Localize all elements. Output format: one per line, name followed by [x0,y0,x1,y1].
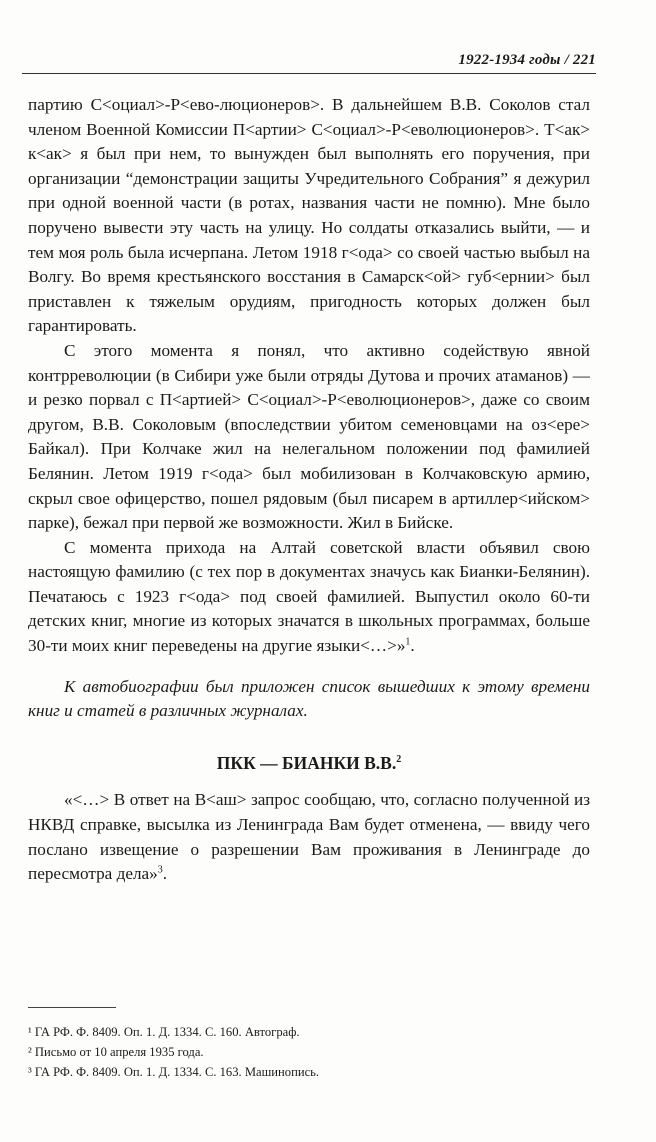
main-text [28,93,590,887]
footnote-1: ¹ ГА РФ. Ф. 8409. Оп. 1. Д. 1334. С. 160. Автограф. [28,1025,300,1039]
footnote-ref-3: 3 [157,864,163,876]
paragraph-continuation: партию С<оциал>-Р<ево-люционеров>. В дальнейшем В.В. Соколов стал членом Военной Комиссии П<артии> С<оциал>-Р<еволюционеров>. Т<ак> к<ак> я был при нем, то вынужден был выполнять его поручения, при организации “демонстрации защиты Учредительного Собрания” я дежурил при одной военной части (в ротах, названия части не помню). Мне было поручено вывести эту часть на улицу. Но солдаты отказались выйти, — и тем моя роль была исчерпана. Летом 1918 г<ода> со своей частью выбыл на Волгу. Во время крестьянского восстания в Самарск<ой> губ<ернии> был приставлен к тяжелым орудиям, пригодность которых должен был гарантировать. [28,95,590,336]
footnote-ref-1: 1 [405,636,411,648]
section-heading: ПКК — БИАНКИ В.В.$^2$ [216,752,402,773]
footnote-3: ³ ГА РФ. Ф. 8409. Оп. 1. Д. 1334. С. 163. Машинопись. [28,1065,320,1079]
paragraph-soviet-power: С момента прихода на Алтай советской власти объявил свою настоящую фамилию (с тех пор в документах значусь как Бианки-Белянин). Печатаюсь с 1923 г<ода> под своей фамилией. Выпустил около 60-ти детских книг, многие из которых значатся в школьных программах, больше 30-ти моих книг переведены на другие языки<…>»$^1$. [28,537,590,656]
footnote-rule [28,1007,116,1008]
footnote-2: ² Письмо от 10 апреля 1935 года. [28,1045,204,1059]
footnotes [28,1022,588,1082]
header-rule [22,73,596,74]
footnote-ref-2: 2 [396,754,402,766]
section-paragraph: «<…> В ответ на В<аш> запрос сообщаю, что, согласно полученной из НКВД справке, высылка из Ленинграда Вам будет отменена, — ввиду чего послано извещение о разрешении Вам проживания в Ленинграде до пересмотра дела»$^3$. [28,790,590,884]
paragraph-break-with-sr: С этого момента я понял, что активно содействую явной контрреволюции (в Сибири уже были отряды Дутова и прочих атаманов) — и резко порвал с П<артией> С<оциал>-Р<еволюционеров>, даже со своим другом, В.В. Соколовым (впоследствии убитом семеновцами на оз<ере> Байкал). При Колчаке жил на нелегальном положении под фамилией Белянин. Летом 1919 г<ода> был мобилизован в Колчаковскую армию, скрыл свое офицерство, пошел рядовым (был писарем в артиллер<ийском> парке), бежал при первой же возможности. Жил в Бийске. [28,340,590,533]
editorial-note: К автобиографии был приложен список вышедших к этому времени книг и статей в различных журналах. [28,676,590,721]
running-header: 1922-1934 годы / 221 [458,52,596,68]
